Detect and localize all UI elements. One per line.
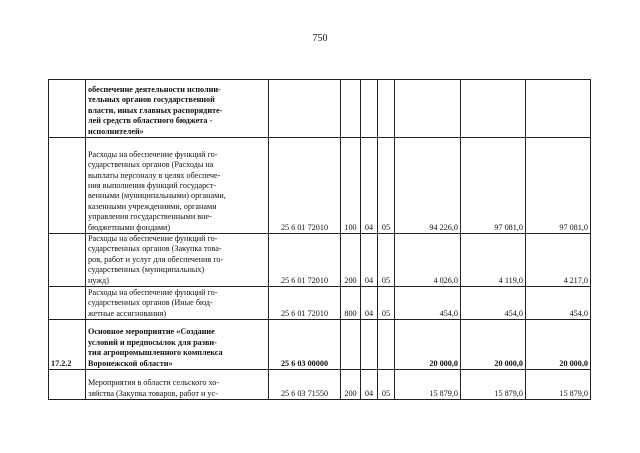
expense-type-code: 100: [341, 138, 361, 234]
amount-year-3: 20 000,0: [526, 320, 591, 370]
target-article-code: [269, 80, 341, 138]
target-article-code: 25 6 01 72010: [269, 138, 341, 234]
amount-year-3: 4 217,0: [526, 234, 591, 287]
subsection-code: 05: [378, 287, 395, 320]
row-description: Расходы на обеспечение функций го- сударственных органов (Расходы на выплаты персоналу в целях обеспече- ния выполнения функций государст- венными (муниципальными) органами, казенными учреждениями, органами управления государственными вне- бюджетными фондами): [86, 138, 269, 234]
target-article-code: 25 6 01 72010: [269, 234, 341, 287]
row-description: Расходы на обеспечение функций го- сударственных органов (Закупка това- ров, работ и услуг для обеспечения го- сударственных (муниципальных) нужд): [86, 234, 269, 287]
table-row: [49, 80, 591, 138]
subsection-code: 05: [378, 370, 395, 400]
row-description: Расходы на обеспечение функций го- сударственных органов (Иные бюд- жетные ассигнования): [86, 287, 269, 320]
row-number: [49, 138, 86, 234]
amount-year-1: 94 226,0: [395, 138, 461, 234]
section-code: 04: [361, 370, 378, 400]
table-row: [49, 370, 591, 400]
row-description: обеспечение деятельности исполни- тельных органов государственной власти, иных главных распорядите- лей средств областного бюджета - исполнителей»: [86, 80, 269, 138]
subsection-code: [378, 80, 395, 138]
section-code: [361, 320, 378, 370]
amount-year-2: 15 879,0: [461, 370, 526, 400]
amount-year-1: 20 000,0: [395, 320, 461, 370]
expense-type-code: [341, 80, 361, 138]
table-row: [49, 287, 591, 320]
expense-type-code: 200: [341, 370, 361, 400]
target-article-code: 25 6 03 00000: [269, 320, 341, 370]
expense-type-code: 200: [341, 234, 361, 287]
section-code: 04: [361, 234, 378, 287]
section-code: [361, 80, 378, 138]
row-description: Мероприятия в области сельского хо- зяйства (Закупка товаров, работ и ус-: [86, 370, 269, 400]
amount-year-1: 454,0: [395, 287, 461, 320]
row-description: Основное мероприятие «Создание условий и предпосылок для разви- тия агропромышленного комплекса Воронежской области»: [86, 320, 269, 370]
subsection-code: 05: [378, 138, 395, 234]
target-article-code: 25 6 03 71550: [269, 370, 341, 400]
budget-table: [48, 79, 591, 400]
row-number: 17.2.2: [49, 320, 86, 370]
row-number: [49, 234, 86, 287]
amount-year-2: 20 000,0: [461, 320, 526, 370]
target-article-code: 25 6 01 72010: [269, 287, 341, 320]
page-number: 750: [312, 33, 328, 44]
amount-year-1: 15 879,0: [395, 370, 461, 400]
amount-year-2: 97 081,0: [461, 138, 526, 234]
amount-year-3: 97 081,0: [526, 138, 591, 234]
expense-type-code: [341, 320, 361, 370]
table-row: [49, 234, 591, 287]
section-code: 04: [361, 138, 378, 234]
amount-year-3: 454,0: [526, 287, 591, 320]
amount-year-2: 454,0: [461, 287, 526, 320]
expense-type-code: 800: [341, 287, 361, 320]
row-number: [49, 287, 86, 320]
amount-year-3: [526, 80, 591, 138]
amount-year-1: [395, 80, 461, 138]
amount-year-1: 4 026,0: [395, 234, 461, 287]
subsection-code: [378, 320, 395, 370]
amount-year-3: 15 879,0: [526, 370, 591, 400]
subsection-code: 05: [378, 234, 395, 287]
section-code: 04: [361, 287, 378, 320]
amount-year-2: 4 119,0: [461, 234, 526, 287]
row-number: [49, 80, 86, 138]
table-row: [49, 138, 591, 234]
row-number: [49, 370, 86, 400]
table-row: [49, 320, 591, 370]
amount-year-2: [461, 80, 526, 138]
